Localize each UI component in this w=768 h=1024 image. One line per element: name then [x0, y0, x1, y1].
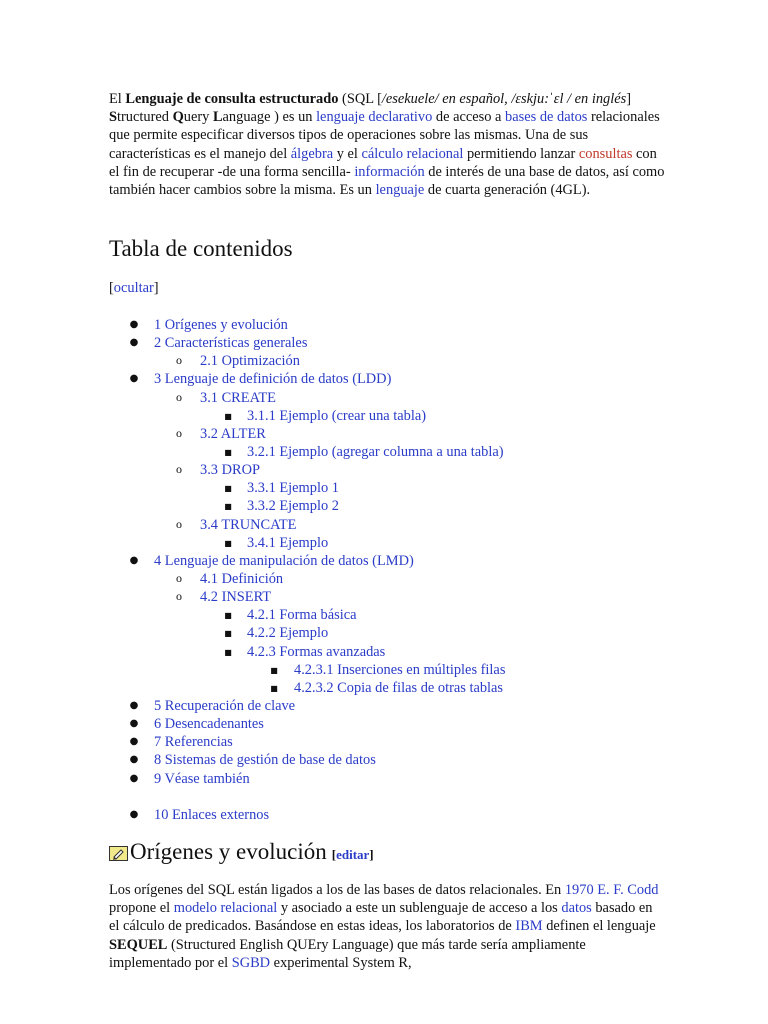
toc-link[interactable]: 4.2.2 Ejemplo — [247, 625, 329, 642]
intro-text: tructured — [117, 109, 173, 126]
edit-pencil-icon — [109, 846, 128, 861]
intro-text: y el — [333, 145, 362, 162]
intro-text: permitiendo lanzar — [463, 145, 579, 162]
toc-bullet: ■ — [224, 538, 232, 548]
toc-link[interactable]: 3.3.1 Ejemplo 1 — [247, 480, 339, 497]
toc-item — [109, 806, 669, 824]
term-sequel: SEQUEL — [109, 936, 168, 953]
toc-title: Tabla de contenidos — [109, 236, 293, 261]
toc-link[interactable]: 2.1 Optimización — [200, 353, 300, 370]
toc-bullet: ● — [129, 754, 139, 766]
toc-item — [109, 715, 669, 733]
toc-link[interactable]: 5 Recuperación de clave — [154, 697, 296, 714]
edit-section-link[interactable]: editar — [336, 847, 370, 862]
body-text: definen el lenguaje — [542, 918, 656, 935]
toc-link[interactable]: 10 Enlaces externos — [154, 806, 270, 823]
toc-link[interactable]: 3.3 DROP — [200, 462, 260, 479]
toc-link[interactable]: 3.4 TRUNCATE — [200, 516, 297, 533]
toc-item — [109, 679, 669, 697]
acronym-letter-s: S — [109, 109, 118, 126]
toc-item — [109, 461, 669, 479]
toc-item — [109, 697, 669, 715]
body-text: y asociado a este un sublenguaje de acceso a los — [277, 900, 562, 917]
toc-item — [109, 733, 669, 751]
body-text: basado en el cálculo de predicados. Basándose en estas ideas, los laboratorios de — [109, 900, 653, 935]
toc-bullet: ■ — [224, 611, 232, 621]
link-datos[interactable]: datos — [561, 900, 592, 917]
toc-link[interactable]: 4.2.1 Forma básica — [247, 607, 357, 624]
toc-item — [109, 606, 669, 624]
toc-item — [109, 588, 669, 606]
toc-bullet: ■ — [224, 629, 232, 639]
toc-item — [109, 407, 669, 425]
toc-link[interactable]: 3.2 ALTER — [200, 425, 266, 442]
toc-link[interactable]: 7 Referencias — [154, 734, 233, 751]
toc-link[interactable]: 4.2.3.2 Copia de filas de otras tablas — [294, 679, 504, 696]
term-bold: Lenguaje de consulta estructurado — [125, 91, 339, 107]
acronym-letter-q: Q — [172, 109, 184, 126]
link-codd[interactable]: E. F. Codd — [597, 882, 659, 898]
intro-text: (SQL [ — [338, 91, 382, 107]
toc-item — [109, 570, 669, 588]
toc-link[interactable]: 1 Orígenes y evolución — [154, 317, 288, 333]
body-text: experimental System R, — [270, 954, 412, 971]
intro-text: relacionales que permite especificar diversos tipos de operaciones sobre las mismas. Una de sus características es el manejo del — [109, 109, 660, 162]
toc-bullet: ■ — [224, 647, 232, 657]
toc-item — [109, 534, 669, 552]
toc-link[interactable]: 4.2.3.1 Inserciones en múltiples filas — [294, 661, 506, 678]
body-text: propone el — [109, 900, 174, 917]
bracket-open: [ — [331, 847, 337, 862]
toc-list — [109, 316, 669, 824]
toc-link[interactable]: 3.3.2 Ejemplo 2 — [247, 498, 339, 515]
link-calculo-relacional[interactable]: cálculo relacional — [361, 145, 464, 162]
link-modelo-relacional[interactable]: modelo relacional — [173, 900, 278, 917]
toc-item — [109, 334, 669, 352]
link-ibm[interactable]: IBM — [515, 918, 543, 935]
intro-text: de cuarta generación (4GL). — [424, 182, 591, 199]
toc-bullet: ■ — [224, 484, 232, 494]
toc-bullet: ● — [129, 772, 139, 784]
toc-item — [109, 497, 669, 515]
toc-bullet: ■ — [270, 683, 278, 693]
toc-item — [109, 316, 669, 334]
bracket-close: ] — [369, 847, 374, 862]
toc-item — [109, 770, 669, 788]
toc-item — [109, 661, 669, 679]
toc-bullet: ● — [129, 699, 139, 711]
toc-item — [109, 643, 669, 661]
toc-item — [109, 516, 669, 534]
toc-item — [109, 624, 669, 642]
intro-text: anguage ) es un — [222, 109, 317, 126]
section-title: Orígenes y evolución — [130, 839, 327, 864]
toc-bullet: o — [176, 516, 182, 531]
section-heading — [109, 838, 374, 866]
intro-text: de interés de una base de datos, así como también hacer cambios sobre la misma. Es un — [109, 163, 665, 199]
toc-link[interactable]: 4.2.3 Formas avanzadas — [247, 643, 386, 660]
toc-link[interactable]: 4.1 Definición — [200, 570, 284, 587]
toc-link[interactable]: 3.1 CREATE — [200, 389, 276, 406]
toc-bullet: ● — [129, 718, 139, 730]
link-1970[interactable]: 1970 — [564, 882, 594, 898]
link-algebra[interactable]: álgebra — [290, 145, 334, 162]
toc-link[interactable]: 3.4.1 Ejemplo — [247, 534, 329, 551]
link-consultas[interactable]: consultas — [578, 145, 633, 162]
intro-paragraph — [109, 90, 669, 199]
toc-item — [109, 751, 669, 769]
pronunciation: /esekuele/ en español, /ɛskju:ˈɛl / en inglés — [381, 91, 627, 107]
link-lenguaje[interactable]: lenguaje — [375, 182, 425, 199]
toc-link[interactable]: 3 Lenguaje de definición de datos (LDD) — [154, 371, 392, 388]
intro-text: de acceso a — [432, 109, 506, 126]
toc-bullet: ● — [129, 808, 139, 820]
toc-bullet: ■ — [224, 502, 232, 512]
toc-bullet: o — [176, 462, 182, 477]
toc-link[interactable]: 8 Sistemas de gestión de base de datos — [154, 752, 376, 769]
toc-bullet: o — [176, 353, 182, 368]
toc-bullet: ■ — [270, 665, 278, 675]
toc-item — [109, 443, 669, 461]
link-bases-de-datos[interactable]: bases de datos — [505, 109, 588, 126]
body-text: (Structured English QUEry Language) que más tarde sería ampliamente implementado por el — [109, 936, 586, 971]
toc-hide-toggle — [109, 279, 159, 297]
toc-link[interactable]: 9 Véase también — [154, 770, 250, 787]
toc-bullet: ● — [129, 736, 139, 748]
toc-link[interactable]: 4 Lenguaje de manipulación de datos (LMD) — [154, 552, 414, 569]
link-lenguaje-declarativo[interactable]: lenguaje declarativo — [316, 109, 433, 126]
origins-paragraph — [109, 881, 664, 972]
toc-bullet: ● — [129, 337, 139, 349]
edit-section-control — [332, 847, 374, 863]
toc-bullet: o — [176, 425, 182, 440]
toc-link[interactable]: 6 Desencadenantes — [154, 716, 264, 733]
toc-bullet: ■ — [224, 411, 232, 421]
link-informacion[interactable]: información — [354, 163, 425, 180]
toc-bullet: ● — [129, 319, 139, 330]
toc-link[interactable]: 3.1.1 Ejemplo (crear una tabla) — [247, 407, 427, 424]
toc-item — [109, 552, 669, 570]
bracket-close: ] — [153, 280, 159, 296]
toc-item — [109, 425, 669, 443]
intro-text: con el fin de recuperar -de una forma sencilla- — [109, 145, 657, 180]
hide-toc-link[interactable]: ocultar — [113, 280, 154, 296]
toc-item — [109, 370, 669, 388]
toc-link[interactable]: 3.2.1 Ejemplo (agregar columna a una tabla) — [247, 443, 504, 460]
toc-link[interactable]: 2 Características generales — [154, 335, 308, 352]
toc-bullet: ■ — [224, 447, 232, 457]
toc-bullet: o — [176, 389, 182, 404]
intro-text: uery — [183, 109, 213, 126]
link-sgbd[interactable]: SGBD — [231, 954, 271, 971]
toc-bullet: ● — [129, 373, 139, 385]
body-text: Los orígenes del SQL están ligados a los de las bases de datos relacionales. En — [109, 882, 565, 898]
bracket-open: [ — [109, 280, 114, 296]
intro-text: ] — [626, 91, 632, 107]
acronym-letter-l: L — [212, 109, 223, 126]
toc-item — [109, 389, 669, 407]
toc-bullet: ● — [129, 554, 139, 566]
toc-item — [109, 479, 669, 497]
toc-bullet: o — [176, 570, 182, 585]
intro-text: El — [109, 91, 126, 107]
toc-item — [109, 352, 669, 370]
toc-link[interactable]: 4.2 INSERT — [200, 589, 272, 606]
toc-bullet: o — [176, 589, 182, 604]
